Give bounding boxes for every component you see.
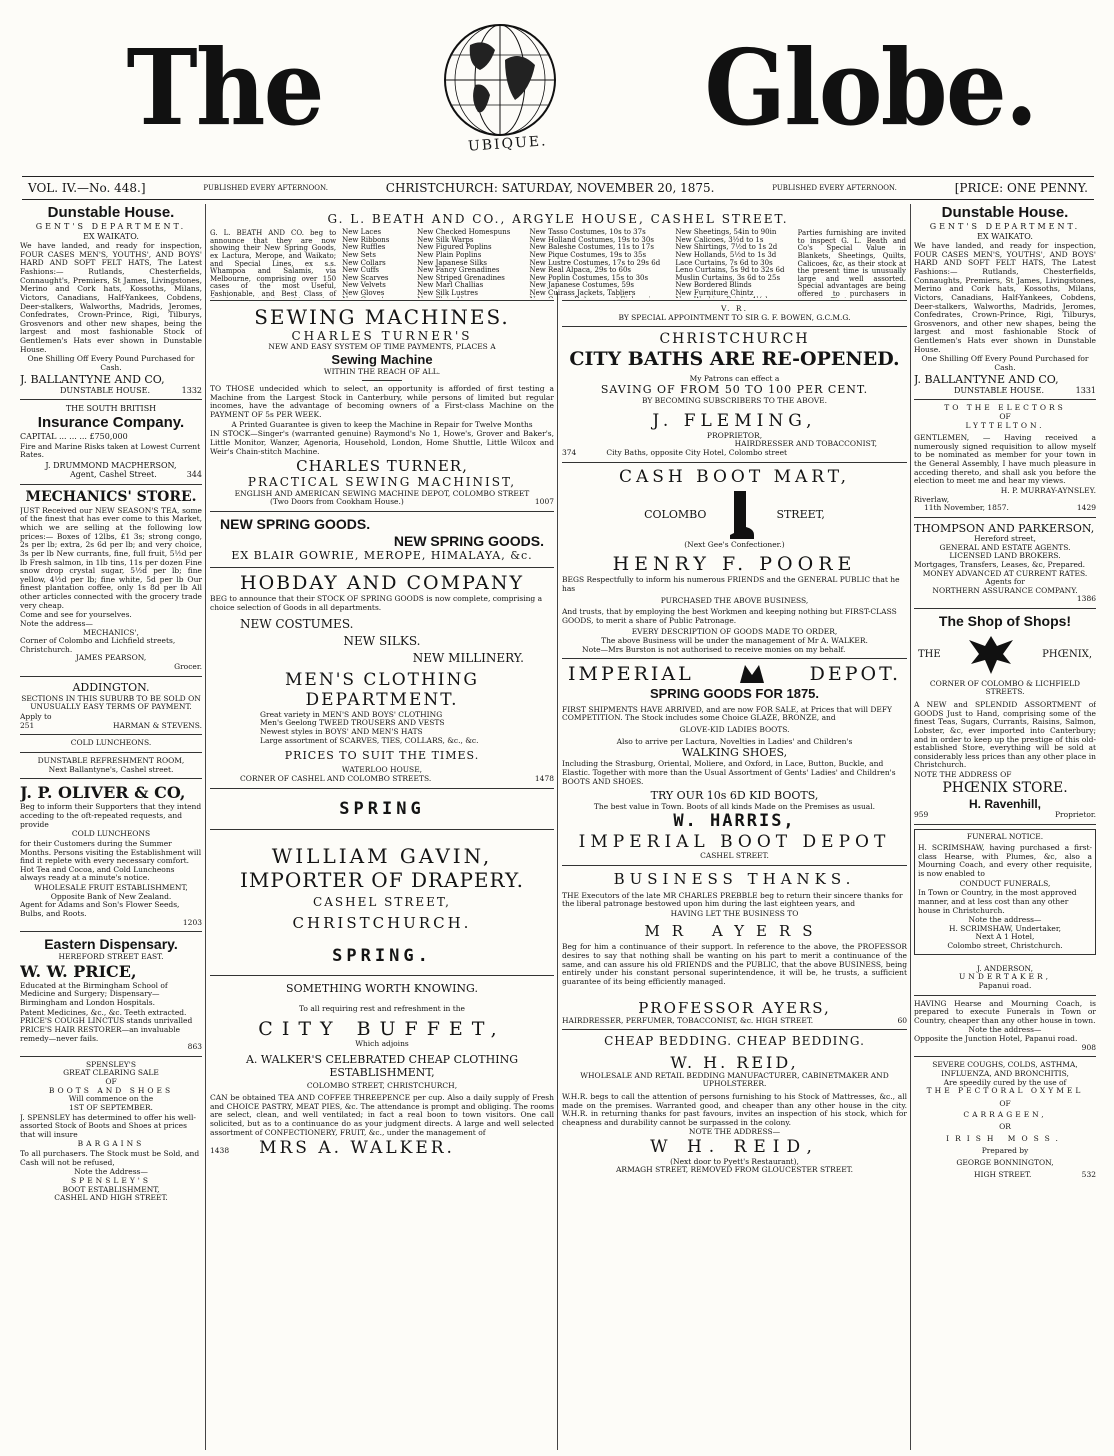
- dunstable-gent: GENT'S DEPARTMENT.: [35, 222, 187, 231]
- thanks-body2: Beg for him a continuance of their support. In reference to the above, the PROFESSOR desires to say that nothing shall be wanting on his part to merit a continuance of the same, and can assure his old FRIENDS and the PUBLIC, that the above BUSINESS, being entirely under his constant personal superintendence, it will be, he trusts, a sufficient guarantee of its being efficiently managed.: [562, 942, 907, 986]
- bootmart-title: CASH BOOT MART,: [618, 466, 850, 487]
- oxymel-are: Are speedily cured by the use of: [943, 1077, 1067, 1087]
- spring-banner-2: SPRING.: [332, 946, 432, 967]
- spensley-note: Note the Address—: [74, 1167, 148, 1177]
- globe-icon: [440, 20, 560, 140]
- poore-body: BEGS Respectfully to inform his numerous FRIENDS and the GENERAL PUBLIC that he has: [562, 575, 900, 593]
- beath-ad: [210, 212, 906, 298]
- bootmart-street: STREET,: [776, 508, 825, 522]
- oxymel-name: GEORGE BONNINGTON,: [956, 1157, 1054, 1167]
- insurance-pre: THE SOUTH BRITISH: [65, 404, 157, 414]
- ad-number: 908: [1081, 1042, 1096, 1052]
- beath-list-item: New Checked Homespuns: [417, 228, 511, 237]
- beath-list-4: [675, 229, 791, 298]
- spensley-name: SPENSLEY'S: [71, 1175, 151, 1185]
- addington-title: ADDINGTON.: [72, 680, 150, 694]
- addington-body: SECTIONS IN THIS SUBURB TO BE SOLD ON UNUSUALLY EASY TERMS OF PAYMENT.: [21, 693, 201, 712]
- oxymel-or: OR: [999, 1122, 1011, 1132]
- ad-number: 863: [187, 1042, 202, 1052]
- beath-list-item: New Japanese Silks: [417, 258, 487, 267]
- spensley-boots: BOOTS AND SHOES: [48, 1085, 174, 1095]
- hobday-house: WATERLOO HOUSE,: [341, 765, 423, 775]
- dispensary-hair: PRICE'S HAIR RESTORER—an invaluable remedy—never fails.: [20, 1024, 181, 1043]
- beath-list-item: New Laces: [342, 228, 382, 237]
- imperial-body2: Including the Strasburg, Oriental, Moliere, and Oxford, in Lace, Button, Buckle, and Elastic. Together with more than the Usual Assortment of Gents' Ladies' and Children's BOOTS AND SHOES.: [562, 759, 896, 786]
- electors-name: H. P. MURRAY-AYNSLEY.: [1000, 485, 1096, 495]
- beath-list-item: New Ribbons: [342, 235, 390, 244]
- spring-goods-ex: EX BLAIR GOWRIE, MEROPE, HIMALAYA, &c.: [231, 549, 533, 563]
- bedding-title: CHEAP BEDDING. CHEAP BEDDING.: [604, 1034, 865, 1049]
- harris-street: CASHEL STREET.: [700, 850, 769, 860]
- fleming-name: J. FLEMING,: [652, 411, 817, 432]
- insurance-body: Fire and Marine Risks taken at Lowest Current Rates.: [20, 441, 201, 460]
- sewing-system: NEW AND EASY SYSTEM OF TIME PAYMENTS, PLACES A: [268, 342, 496, 352]
- beath-list-item: New Pique Costumes, 19s to 35s: [529, 251, 647, 260]
- thompson-nac: NORTHERN ASSURANCE COMPANY.: [932, 585, 1078, 595]
- mechanics-note: Note the address—: [20, 618, 93, 628]
- ad-number: 1478: [534, 773, 554, 783]
- gavin-street: CASHEL STREET,: [313, 894, 451, 909]
- thompson-general: GENERAL AND ESTATE AGENTS.: [939, 542, 1071, 552]
- column-1: [20, 204, 202, 1454]
- hobday-list-item: Newest styles in BOYS' AND MEN'S HATS: [260, 726, 423, 736]
- beath-list-item: New Calicoes, 3½d to 1s: [675, 235, 764, 244]
- dunstable-firm: J. BALLANTYNE AND CO,: [20, 372, 165, 386]
- beath-list-item: New Holland Costumes, 19s to 30s: [529, 235, 654, 244]
- electors-place: Riverlaw,: [914, 494, 950, 504]
- dispensary-title: Eastern Dispensary.: [44, 936, 178, 953]
- sewing-bold: Sewing Machine: [331, 352, 433, 368]
- poore-body2: And trusts, that by employing the best Workmen and keeping nothing but FIRST-CLASS GOODS, to merit a share of Public Patronage.: [562, 607, 897, 625]
- beath-list-item: New Bordered Blinds: [675, 281, 752, 290]
- oxymel-irish: IRISH MOSS.: [946, 1133, 1064, 1143]
- hobday-costumes: NEW COSTUMES.: [240, 616, 354, 631]
- beath-list-item: [417, 297, 523, 298]
- imperial-best: The best value in Town. Boots of all kinds Made on the Premises as usual.: [593, 801, 876, 811]
- reid-name: W. H. REID,: [670, 1052, 799, 1072]
- harris-name: W. HARRIS,: [673, 811, 796, 832]
- oxymel-high: HIGH STREET.: [974, 1169, 1032, 1179]
- ad-number: 374: [562, 447, 577, 457]
- oxymel-carrageen: CARRAGEEN,: [963, 1110, 1047, 1120]
- phoenix-prop: Proprietor.: [1054, 809, 1096, 819]
- dunstable-addr: DUNSTABLE HOUSE.: [60, 385, 151, 395]
- spensley-bargains: BARGAINS: [77, 1139, 145, 1149]
- cold-lunch-next: Next Ballantyne's, Cashel street.: [48, 764, 174, 774]
- crest-icon: [737, 663, 767, 685]
- ad-number: 959: [914, 809, 929, 819]
- anderson-road: Papanui road.: [978, 980, 1032, 990]
- buffet-to: To all requiring rest and refreshment in the: [299, 1003, 465, 1013]
- baths-by: BY BECOMING SUBSCRIBERS TO THE ABOVE.: [641, 395, 828, 405]
- reid-name-2: W H. REID,: [650, 1137, 819, 1158]
- column-4: [914, 204, 1096, 1454]
- beath-intro: G. L. BEATH AND CO. beg to announce that they are now showing their New Spring Goods, ex Lactura, Merope, and Waikato; and Special Lines, ex s.s. Whampoa and Salamis, via Melbourne, comprising over 150 cases of the most Useful, Fashionable, and Best Class of: [210, 229, 337, 298]
- thompson-name: THOMPSON AND PARKERSON,: [914, 521, 1095, 535]
- beath-list-1: [342, 229, 411, 298]
- mechanics-come: Come and see for yourselves.: [20, 610, 132, 620]
- reid-body: W.H.R. begs to call the attention of persons furnishing to his Stock of Mattresses, &c., all made on the premises. Warranted good, and cheaper than any other house in the city. W.H.R. in returning thanks for past favours, invites an inspection of his stock, which for cheapness and durability cannot be surpassed in the colony.: [562, 1091, 907, 1127]
- electors-date: 11th November, 1857.: [924, 503, 1009, 513]
- mechanics-addr: Corner of Colombo and Lichfield streets, Christchurch.: [20, 636, 176, 654]
- ayers-line: HAIRDRESSER, PERFUMER, TOBACCONIST, &c. HIGH STREET.: [562, 1015, 814, 1025]
- beath-list-item: New Silk Lustres: [417, 288, 478, 297]
- published-note-right: PUBLISHED EVERY AFTERNOON.: [772, 183, 897, 192]
- insurance-capital: CAPITAL ... ... ... £750,000: [20, 431, 128, 441]
- ayers-name: PROFESSOR AYERS,: [638, 998, 831, 1017]
- masthead-title-left: The: [126, 26, 323, 149]
- phoenix-phoenix: PHŒNIX,: [1042, 648, 1092, 660]
- ad-number: 1386: [1076, 594, 1096, 604]
- hobday-mens: MEN'S CLOTHING DEPARTMENT.: [285, 669, 479, 711]
- mechanics-title: MECHANICS' STORE.: [25, 488, 197, 505]
- spring-banner-1: SPRING: [339, 798, 425, 819]
- sewing-two: (Two Doors from Cookham House.): [270, 497, 404, 507]
- hobday-body: BEG to announce that their STOCK OF SPRING GOODS is now complete, comprising a choice selection of Goods in all departments.: [210, 594, 543, 613]
- anderson-opp: Opposite the Junction Hotel, Papanui road.: [914, 1034, 1078, 1044]
- baths-patrons: My Patrons can effect a: [689, 373, 780, 383]
- hobday-list: [260, 711, 554, 746]
- sewing-firm: CHARLES TURNER,: [296, 457, 468, 476]
- beath-list-item: New Cuirass Jackets, Tabliers: [529, 288, 636, 297]
- beath-list-item: [529, 297, 669, 298]
- beath-list-item: New Ruffles: [342, 243, 386, 252]
- insurance-title: Insurance Company.: [37, 413, 185, 431]
- imperial-glove: GLOVE-KID LADIES BOOTS.: [679, 725, 790, 734]
- beath-list-item: New Scarves: [342, 273, 389, 282]
- phoenix-store: PHŒNIX STORE.: [942, 779, 1068, 796]
- dunstable-firm-2: J. BALLANTYNE AND CO,: [914, 372, 1059, 386]
- beath-list-item: New Cuffs: [342, 266, 380, 275]
- beath-list-item: New Sheetings, 54in to 90in: [675, 228, 777, 237]
- sewing-stock: IN STOCK—Singer's (warranted genuine) Raymond's No 1, Howe's, Grover and Baker's, Little Monitor, Wanzer, Agenoria, Household, London, Home Shuttle, Little Wilcox and Weir's Chain-stitch Machine.: [210, 429, 554, 456]
- dispensary-addr: HEREFORD STREET EAST.: [58, 951, 164, 961]
- spring-goods-2: NEW SPRING GOODS.: [393, 532, 544, 549]
- imperial-right: DEPOT.: [809, 663, 901, 686]
- boot-icon: [726, 489, 756, 541]
- beath-list-item: New Collars: [342, 258, 386, 267]
- walker-addr: COLOMBO STREET, CHRISTCHURCH,: [306, 1081, 458, 1091]
- reid-line: WHOLESALE AND RETAIL BEDDING MANUFACTURER, CABINETMAKER AND UPHOLSTERER.: [580, 1070, 889, 1089]
- something-worth: SOMETHING WORTH KNOWING.: [286, 981, 478, 995]
- addington-firm: HARMAN & STEVENS.: [112, 720, 202, 730]
- funeral-notice-box: [914, 829, 1096, 955]
- gavin-city: CHRISTCHURCH.: [292, 914, 472, 933]
- beath-list-3: [529, 229, 669, 298]
- thompson-mortgages: Mortgages, Transfers, Leases, &c, Prepared.: [914, 559, 1086, 569]
- beath-list-item: New Figured Poplins: [417, 243, 492, 252]
- thanks-having: HAVING LET THE BUSINESS TO: [670, 908, 799, 918]
- imperial-try: TRY OUR 10s 6D KID BOOTS,: [650, 789, 819, 803]
- hobday-prices: PRICES TO SUIT THE TIMES.: [284, 749, 480, 763]
- dunstable-off-2: One Shilling Off Every Pound Purchased for Cash.: [921, 354, 1089, 372]
- beath-list-item: Lace Curtains, 7s 6d to 30s: [675, 258, 773, 267]
- hobday-silks: NEW SILKS.: [343, 634, 421, 649]
- oliver-title: J. P. OLIVER & CO,: [20, 783, 186, 803]
- imperial-also: Also to arrive per Lactura, Novelties in Ladies' and Children's: [616, 736, 853, 746]
- insurance-agent: J. DRUMMOND MACPHERSON,: [45, 460, 177, 470]
- walker-body: CAN be obtained TEA AND COFFEE THREEPENCE per cup. Also a daily supply of Fresh and CHOICE PASTRY, MEAT PIES, &c. The attendance is prompt and obliging. The rooms are select, clean, and well ventilated; in fact a real boon to town visitors. One call solicited, but as to a continuance do as your judgment directs. A large and well selected assortment of CONFECTIONERY, FRUIT, &c., under the management of: [210, 1093, 554, 1137]
- beath-list-2: [417, 229, 523, 298]
- dunstable-body-2: We have landed, and ready for inspection, FOUR CASES MEN'S, YOUTHS', AND BOYS' HARD AND SOFT FELT HATS, The Latest Fashions:— Rutlands, Chesterfields, Connaughts, Premiers, St James, Livingstones, Merino and Cork hats, Kossoths, Milans, Victors, Canadians, Half-Yankees, Cobdens, Deer-stalkers, Walworths, Madrids, Jeromes, Confedrates, Crown-Prince, Rigi, Tilburys, Grosvenors, and other new shapes, being the largest and most fashionable Stock of Gentlemen's Hats ever shown in Dunstable House.: [914, 241, 1096, 354]
- poore-every: EVERY DESCRIPTION OF GOODS MADE TO ORDER,: [631, 627, 838, 637]
- sewing-guarantee: A Printed Guarantee is given to keep the Machine in Repair for Twelve Months: [231, 419, 533, 429]
- imperial-body: FIRST SHIPMENTS HAVE ARRIVED, and are now FOR SALE, at Prices that will DEFY COMPETITION. The Stock includes some Choice GLAZE, BRONZE, and: [562, 704, 893, 723]
- imperial-walking: WALKING SHOES,: [681, 746, 788, 760]
- spensley-addr: CASHEL AND HIGH STREET.: [54, 1193, 168, 1203]
- oxymel-of: OF: [999, 1098, 1011, 1108]
- anderson-undertaker: UNDERTAKER,: [958, 972, 1051, 982]
- spensley-body: J. SPENSLEY has determined to offer his well-assorted Stock of Boots and Shoes at prices that will insure: [20, 1112, 196, 1139]
- thompson-licensed: LICENSED LAND BROKERS.: [949, 551, 1061, 561]
- oliver-wholesale: WHOLESALE FRUIT ESTABLISHMENT,: [34, 883, 188, 893]
- spensley-sale: GREAT CLEARING SALE: [63, 1068, 159, 1078]
- dunstable-gent-2: GENT'S DEPARTMENT.: [929, 222, 1081, 231]
- insurance-addr: Agent, Cashel Street.: [70, 470, 157, 480]
- sewing-title: SEWING MACHINES.: [254, 305, 510, 329]
- volume-number: VOL. IV.—No. 448.]: [28, 180, 146, 195]
- mechanics-name: MECHANICS',: [83, 627, 139, 637]
- beath-list-item: New Sets: [342, 251, 376, 260]
- spensley-will: Will commence on the: [68, 1094, 154, 1104]
- ad-number: 1429: [1076, 503, 1096, 513]
- cold-lunch-room: DUNSTABLE REFRESHMENT ROOM,: [37, 755, 185, 765]
- bootmart-colombo: COLOMBO: [644, 508, 707, 522]
- walker-title: A. WALKER'S CELEBRATED CHEAP CLOTHING ESTABLISHMENT,: [245, 1053, 518, 1080]
- column-3: [562, 300, 907, 1450]
- reid-note: NOTE THE ADDRESS—: [688, 1127, 781, 1137]
- phoenix-body: A NEW and SPLENDID ASSORTMENT of GOODS Just to Hand, comprising some of the finest Teas, Sugars, Currants, Raisins, Salmon, Lobster, &c, ever imported into Canterbury; and in order to keep up the prestige of this old-established Store, everything will be sold at considerably less prices than any other place in Christchurch.: [914, 700, 1096, 770]
- masthead-title-right: Globe.: [704, 26, 1037, 149]
- spensley-of: OF: [105, 1077, 117, 1086]
- fleming-hair: HAIRDRESSER AND TOBACCONIST,: [734, 439, 877, 449]
- beath-list-item: New Gloves: [342, 288, 385, 297]
- gavin-importer: IMPORTER OF DRAPERY.: [240, 867, 524, 892]
- phoenix-name: H. Ravenhill,: [968, 796, 1042, 811]
- dispensary-patent: Patent Medicines, &c., &c. Teeth extracted.: [20, 1007, 187, 1017]
- harris-depot: IMPERIAL BOOT DEPOT: [578, 831, 891, 852]
- masthead: [0, 0, 1114, 172]
- phoenix-icon: [963, 632, 1019, 678]
- addington-apply: Apply to: [20, 712, 52, 722]
- funeral-addr: Colombo street, Christchurch.: [947, 941, 1063, 951]
- thanks-title: BUSINESS THANKS.: [613, 869, 856, 888]
- imperial-left: IMPERIAL: [568, 663, 694, 686]
- beath-list-item: New Plain Poplins: [417, 251, 482, 260]
- beath-list-item: New Striped Grenadines: [417, 273, 505, 282]
- oxymel-prepared: Prepared by: [981, 1146, 1029, 1156]
- hobday-millinery: NEW MILLINERY.: [412, 651, 524, 666]
- fleming-addr: City Baths, opposite City Hotel, Colombo street: [606, 447, 788, 457]
- beath-list-item: New Shirtings, 7½d to 1s 2d: [675, 243, 778, 252]
- electors-body: GENTLEMEN, — Having received a numerously signed requisition to allow myself to be nominated as member for your town in the General Assembly, I have much pleasure in acceding thereto, and shall ask you before the election to meet me and hear my views.: [914, 433, 1096, 486]
- phoenix-title: The Shop of Shops!: [938, 613, 1072, 630]
- baths-city: CHRISTCHURCH: [659, 331, 810, 348]
- funeral-next: Next A 1 Hotel,: [975, 932, 1035, 942]
- dunstable-body: We have landed, and ready for inspection, FOUR CASES MEN'S, YOUTHS', AND BOYS' HARD AND SOFT FELT HATS, The Latest Fashions:— Rutlands, Chesterfields, Connaught's, Premiers, St James, Livingstones, Merino and Cork hats, Kossoths, Milans, Victors, Canadians, Half-Yankees, Cobdens, Deer-stalkers, Walworths, Madrids, Jeromes, Confedrates, Crown-Prince, Rigi, Tilburys, Grosvenors and other new shapes, being the largest and most fashionable Stock of Gentlemen's Hats ever shown in Dunstable House.: [20, 241, 202, 354]
- beath-list-item: New Velvets: [342, 281, 386, 290]
- beath-list-item: New Hollands, 5½d to 1s 3d: [675, 251, 777, 260]
- dunstable-addr-2: DUNSTABLE HOUSE.: [954, 385, 1045, 395]
- cold-lunch-title: COLD LUNCHEONS.: [70, 738, 152, 748]
- spensley-est: BOOT ESTABLISHMENT,: [62, 1184, 160, 1194]
- hobday-title: HOBDAY AND COMPANY: [240, 571, 524, 594]
- column-2: [210, 300, 554, 1450]
- thanks-mr: MR AYERS: [644, 922, 825, 941]
- anderson-body: HAVING Hearse and Mourning Coach, is prepared to execute Funerals in Town or Country, cheaper than any other house in town.: [914, 998, 1096, 1025]
- dunstable-title-2: Dunstable House.: [941, 204, 1069, 221]
- beath-list-item: Leno Curtains, 5s 9d to 32s 6d: [675, 266, 785, 275]
- buffet-adjoins: Which adjoins: [355, 1039, 409, 1049]
- poore-purchased: PURCHASED THE ABOVE BUSINESS,: [660, 595, 809, 605]
- mechanics-prop: JAMES PEARSON,: [75, 653, 147, 663]
- phoenix-corner: CORNER OF COLOMBO & LICHFIELD STREETS.: [929, 678, 1081, 697]
- phoenix-note: NOTE THE ADDRESS OF: [914, 770, 1012, 780]
- column-rule: [910, 204, 911, 1450]
- gavin-name: WILLIAM GAVIN,: [271, 843, 493, 868]
- baths-appointment: BY SPECIAL APPOINTMENT TO SIR G. F. BOWEN, G.C.M.G.: [618, 312, 851, 322]
- beath-list-item: New Lustre Costumes, 17s to 29s 6d: [529, 258, 661, 267]
- dunstable-ex-2: EX WAIKATO.: [977, 231, 1033, 241]
- oliver-opp: Opposite Bank of New Zealand.: [50, 891, 172, 901]
- beath-list-item: New Fancy Grenadines: [417, 266, 500, 275]
- reid-addr: ARMAGH STREET, REMOVED FROM GLOUCESTER STREET.: [616, 1165, 853, 1175]
- dunstable-off: One Shilling Off Every Pound Purchased for Cash.: [27, 354, 195, 372]
- anderson-note: Note the address—: [968, 1025, 1042, 1035]
- phoenix-the: THE: [918, 648, 941, 660]
- mechanics-grocer: Grocer.: [174, 662, 202, 672]
- dispensary-body: Educated at the Birmingham School of Medicine and Surgery; Dispensary—Birmingham and London Hospitals.: [20, 980, 168, 1007]
- reid-next: (Next door to Pyett's Restaurant),: [670, 1156, 799, 1166]
- hobday-list-item: Men's Geelong TWEED TROUSERS AND VESTS: [260, 718, 445, 728]
- sewing-practical: PRACTICAL SEWING MACHINIST,: [247, 475, 517, 490]
- bootmart-next: (Next Gee's Confectioner.): [684, 539, 785, 549]
- oxymel-the: THE PECTORAL OXYMEL: [926, 1086, 1084, 1096]
- beath-list-item: New Tasso Costumes, 10s to 37s: [529, 228, 646, 237]
- funeral-title: FUNERAL NOTICE.: [966, 831, 1044, 841]
- oliver-agent: Agent for Adams and Son's Flower Seeds, Bulbs, and Roots.: [20, 900, 180, 918]
- column-rule: [205, 204, 206, 1450]
- oxymel-body: SEVERE COUGHS, COLDS, ASTHMA, INFLUENZA, AND BRONCHITIS,: [932, 1060, 1078, 1078]
- buffet-title: CITY BUFFET,: [258, 1017, 506, 1040]
- oliver-cold: COLD LUNCHEONS: [71, 829, 151, 839]
- ad-number: 1331: [1075, 385, 1096, 395]
- masthead-motto: UBIQUE.: [467, 133, 549, 155]
- beath-list-item: New Silk Warps: [417, 235, 474, 244]
- baths-reopened: CITY BATHS ARE RE-OPENED.: [569, 348, 900, 371]
- baths-saving: SAVING OF FROM 50 TO 100 PER CENT.: [600, 383, 869, 397]
- walker-name: MRS A. WALKER.: [259, 1138, 455, 1159]
- ad-number: 60: [897, 1015, 907, 1025]
- imperial-spring: SPRING GOODS FOR 1875.: [649, 686, 820, 702]
- fleming-prop: PROPRIETOR,: [706, 430, 763, 440]
- dunstable-title: Dunstable House.: [47, 204, 175, 221]
- thanks-body: THE Executors of the late MR CHARLES PREBBLE beg to return their sincere thanks for the liberal patronage bestowed upon him during the last eighteen years, and: [562, 890, 903, 909]
- hobday-list-item: Large assortment of SCARVES, TIES, COLLARS, &c., &c.: [260, 735, 479, 745]
- anderson-name: J. ANDERSON,: [976, 963, 1034, 973]
- spensley-to: To all purchasers. The Stock must be Sold, and Cash will not be refused,: [20, 1149, 200, 1167]
- dunstable-ex: EX WAIKATO.: [83, 231, 139, 241]
- funeral-body: H. SCRIMSHAW, having purchased a first-class Hearse, with Plumes, &c, also a Mourning Coach, and every other requisite, is now enabled to: [918, 843, 1092, 879]
- column-rule: [557, 292, 558, 1450]
- beath-list-item: [675, 297, 791, 298]
- oliver-body2: for their Customers during the Summer Months. Persons visiting the Establishment will find it replete with every necessary comfort. Hot Tea and Cocoa, and Cold Luncheons always ready at a minute's notice.: [20, 838, 202, 883]
- ad-number: 344: [186, 470, 202, 480]
- thompson-agents: Agents for: [985, 577, 1025, 587]
- funeral-body2: In Town or Country, in the most approved manner, and at less cost than any other house in Christchurch.: [918, 888, 1077, 915]
- poore-note: Note—Mrs Burston is not authorised to receive monies on my behalf.: [582, 644, 846, 654]
- sewing-within: WITHIN THE REACH OF ALL.: [323, 366, 441, 376]
- oliver-body: Beg to inform their Supporters that they intend acceding to the oft-repeated requests, and provide: [20, 802, 202, 829]
- sewing-depot: ENGLISH AND AMERICAN SEWING MACHINE DEPOT, COLOMBO STREET: [234, 488, 530, 498]
- beath-list-item: New Furniture Chintz: [675, 288, 754, 297]
- sewing-name: CHARLES TURNER'S: [291, 329, 473, 343]
- funeral-note: Note the address—: [968, 915, 1042, 925]
- ad-number: 532: [1081, 1169, 1096, 1179]
- electors-lyttelton: LYTTELTON.: [965, 420, 1045, 430]
- beath-title: G. L. BEATH AND CO., ARGYLE HOUSE, CASHEL STREET.: [327, 212, 789, 226]
- dispensary-cough: PRICE'S COUGH LINCTUS stands unrivalled: [20, 1016, 193, 1026]
- beath-list-item: New Baleshe Costumes, 11s to 17s: [529, 243, 654, 252]
- mechanics-body: JUST Received our NEW SEASON'S TEA, some of the finest that has ever come to this Market, which we are selling at the following low prices:— Boxes of 12lbs, £1 3s; strong congo, 2s per lb; extra, 2s 6d per lb; and very choice, 3s per lb New currants, fine, full fruit, 5½d per lb Fresh salmon, in 1lb tins, 11s per dozen Fine snow drop crystal sugar, 5½d per lb; fine yellow, 4½d per lb; fine white, 5d per lb Our finest plantation coffee, only 1s 8d per lb All other articles connected with the grocery trade very cheap.: [20, 505, 202, 610]
- sewing-body: TO THOSE undecided which to select, an opportunity is afforded of first testing a Machine from the Largest Stock in Canterbury, while persons of limited but regular incomes, have the advantage of becoming owners of a First-class Machine on the PAYMENT OF 5s PER WEEK.: [210, 384, 554, 420]
- issue-price: [PRICE: ONE PENNY.: [954, 180, 1088, 195]
- thompson-street: Hereford street,: [974, 534, 1036, 544]
- beath-list-item: New Marl Challias: [417, 281, 484, 290]
- funeral-conduct: CONDUCT FUNERALS,: [959, 878, 1051, 888]
- spring-goods-1: NEW SPRING GOODS.: [220, 515, 371, 532]
- spensley-date: 1ST OF SEPTEMBER.: [69, 1102, 153, 1112]
- hobday-list-item: Great variety in MEN'S AND BOYS' CLOTHING: [260, 709, 443, 719]
- spensley-title: SPENSLEY'S: [86, 1059, 136, 1069]
- electors-to: TO THE ELECTORS: [944, 403, 1066, 413]
- beath-list-item: New Real Alpaca, 29s to 60s: [529, 266, 631, 275]
- ad-number: 1438: [210, 1146, 230, 1156]
- royal-arms: V. R.: [721, 304, 748, 313]
- electors-of: OF: [999, 411, 1011, 421]
- funeral-name: H. SCRIMSHAW, Undertaker,: [948, 923, 1062, 933]
- beath-list-item: Muslin Curtains, 3s 6d to 25s: [675, 273, 781, 282]
- beath-parties: Parties furnishing are invited to inspect G. L. Beath and Co's Special Value in Blankets, Sheetings, Quilts, Calicoes, &c, as their stock at the present time is unusually large and well assorted. Special advantages are being offered to purchasers in: [797, 229, 906, 298]
- beath-list-item: New Japanese Costumes, 59s: [529, 281, 635, 290]
- thompson-money: MONEY ADVANCED AT CURRENT RATES.: [922, 568, 1088, 578]
- issue-info-bar: [22, 176, 1094, 200]
- issue-date: CHRISTCHURCH: SATURDAY, NOVEMBER 20, 1875.: [385, 180, 715, 195]
- poore-name: HENRY F. POORE: [612, 552, 857, 575]
- ad-number: 1203: [182, 917, 202, 927]
- hobday-addr: CORNER OF CASHEL AND COLOMBO STREETS.: [240, 773, 432, 783]
- poore-above: The above Business will be under the management of Mr A. WALKER.: [601, 636, 868, 646]
- dispensary-name: W. W. PRICE,: [20, 961, 137, 981]
- ad-number: 1332: [181, 385, 202, 395]
- published-note: PUBLISHED EVERY AFTERNOON.: [203, 183, 328, 192]
- beath-list-item: [342, 297, 411, 298]
- beath-list-item: New Poplin Costumes, 15s to 30s: [529, 273, 649, 282]
- ad-number: 251: [20, 720, 35, 730]
- ad-number: 1007: [534, 497, 554, 507]
